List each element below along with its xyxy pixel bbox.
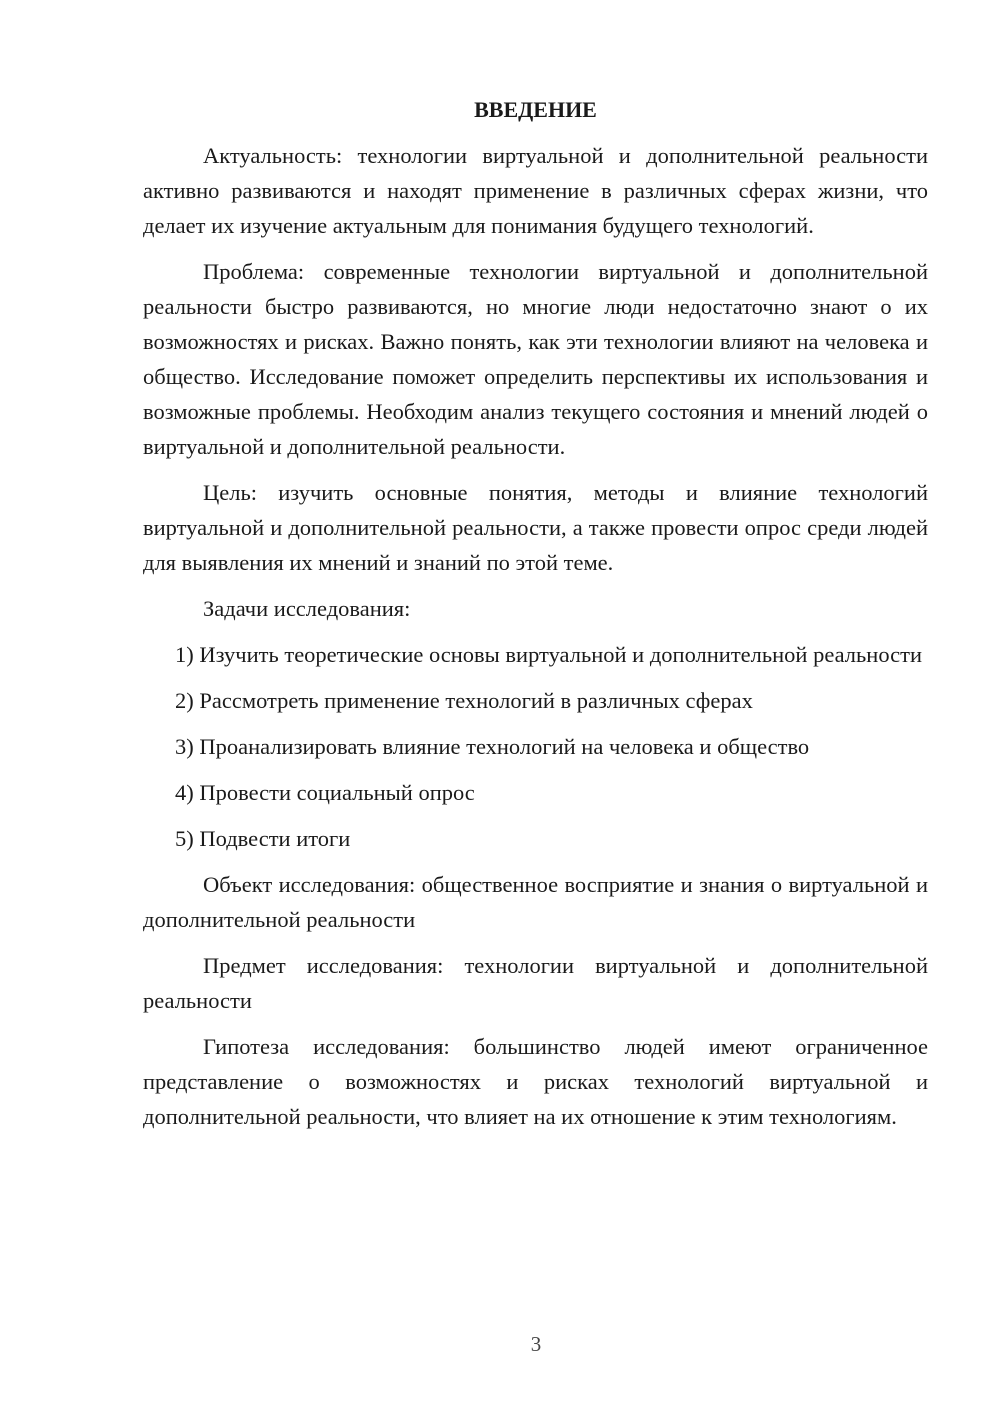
paragraph-problem: Проблема: современные технологии виртуальной и дополнительной реальности быстро развиваются, но многие люди недостаточно знают о их возможностях и рисках. Важно понять, как эти технологии влияют на человека и общество. Исследование поможет определить перспективы их использования и возможные проблемы. Необходим анализ текущего состояния и мнений людей о виртуальной и дополнительной реальности. [143, 259, 928, 459]
paragraph-hypothesis: Гипотеза исследования: большинство людей имеют ограниченное представление о возможностях и рисках технологий виртуальной и дополнительной реальности, что влияет на их отношение к этим технологиям. [143, 1034, 928, 1129]
list-item: 4) Провести социальный опрос [175, 780, 475, 805]
paragraph-relevance: Актуальность: технологии виртуальной и дополнительной реальности активно развиваются и находят применение в различных сферах жизни, что делает их изучение актуальным для понимания будущего технологий. [143, 143, 928, 238]
document-page [143, 92, 928, 1145]
list-item: 1) Изучить теоретические основы виртуальной и дополнительной реальности [175, 642, 922, 667]
paragraph-goal: Цель: изучить основные понятия, методы и влияние технологий виртуальной и дополнительной реальности, а также провести опрос среди людей для выявления их мнений и знаний по этой теме. [143, 480, 928, 575]
tasks-heading: Задачи исследования: [203, 596, 411, 621]
tasks-list [143, 637, 928, 856]
section-title: ВВЕДЕНИЕ [474, 97, 597, 122]
list-item: 5) Подвести итоги [175, 826, 351, 851]
list-item: 2) Рассмотреть применение технологий в различных сферах [175, 688, 753, 713]
list-item: 3) Проанализировать влияние технологий на человека и общество [175, 734, 810, 759]
paragraph-subject: Предмет исследования: технологии виртуальной и дополнительной реальности [143, 953, 928, 1013]
page-number: 3 [530, 1332, 542, 1356]
paragraph-object: Объект исследования: общественное восприятие и знания о виртуальной и дополнительной реальности [143, 872, 928, 932]
